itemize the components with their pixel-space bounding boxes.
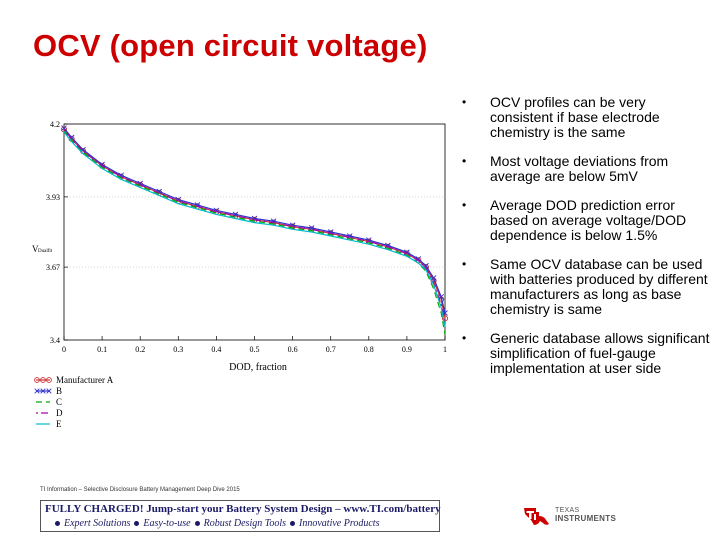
x-tick-label: 0.8	[363, 345, 374, 354]
legend-label: Manufacturer A	[56, 375, 114, 385]
legend-label: B	[56, 386, 63, 396]
bullet-dot-icon	[195, 521, 200, 526]
bullet-text: OCV profiles can be very consistent if base electrode chemistry is the same	[490, 94, 660, 140]
series-e	[64, 132, 445, 326]
bullet-dot-icon	[55, 521, 60, 526]
legend-label: D	[56, 408, 63, 418]
bullet-dot-icon	[134, 521, 139, 526]
series-b	[62, 126, 448, 316]
y-tick-label: 4.2	[50, 120, 60, 129]
bullet-text: Most voltage deviations from average are below 5mV	[490, 153, 669, 184]
series-d	[64, 129, 445, 323]
disclosure-note: TI Information – Selective Disclosure Battery Management Deep Dive 2015	[40, 487, 240, 493]
bullet-text: Generic database allows significant simplification of fuel-gauge implementation at user side	[490, 330, 710, 376]
x-tick-label: 0.5	[249, 345, 260, 354]
legend-label: E	[56, 419, 62, 429]
bullet-item	[462, 154, 710, 184]
legend-entry	[36, 397, 62, 407]
bullet-item	[462, 198, 710, 243]
x-tick-label: 0.6	[287, 345, 298, 354]
x-axis-label: DOD, fraction	[229, 362, 287, 373]
x-tick-label: 0	[62, 345, 66, 354]
series-b-line	[64, 128, 445, 313]
bullet-dot-icon	[290, 521, 295, 526]
tagline-item: Expert Solutions	[64, 518, 131, 529]
x-tick-label: 0.9	[401, 345, 412, 354]
legend-entry	[35, 386, 62, 396]
legend-entry	[35, 375, 114, 385]
series-d-line	[64, 129, 445, 323]
slide-title: OCV (open circuit voltage)	[33, 28, 428, 63]
legend-entry	[36, 419, 62, 429]
bullet-text: Average DOD prediction error based on average voltage/DOD dependence is below 1.5%	[490, 197, 687, 243]
y-tick-label: 3.4	[50, 336, 60, 345]
bullet-dot-icon: •	[462, 154, 467, 168]
ocv-chart	[30, 108, 455, 453]
y-axis-label: V	[32, 244, 39, 254]
x-tick-label: 0.2	[135, 345, 146, 354]
series-e-line	[64, 132, 445, 326]
x-tick-label: 0.1	[97, 345, 108, 354]
ti-logo-icon	[522, 505, 552, 527]
bullet-item	[462, 95, 710, 140]
footer-headline: FULLY CHARGED! Jump-start your Battery System Design – www.TI.com/battery	[45, 503, 441, 515]
series-c	[64, 131, 445, 335]
ti-wordmark-line2: INSTRUMENTS	[555, 514, 617, 523]
tagline-item: Easy-to-use	[143, 518, 191, 529]
bullet-text: Same OCV database can be used with batteries produced by different manufacturers as long as base chemistry is same	[490, 256, 708, 317]
bullet-dot-icon: •	[462, 198, 467, 212]
footer-banner	[40, 500, 440, 532]
x-tick-label: 0.3	[173, 345, 184, 354]
series-c-line	[64, 131, 445, 335]
bullet-list	[462, 95, 710, 390]
series-manufacturer-a-line	[64, 129, 445, 318]
footer-tagline	[51, 518, 379, 529]
tagline-item: Robust Design Tools	[203, 518, 287, 529]
x-tick-label: 0.7	[325, 345, 336, 354]
y-tick-label: 3.67	[46, 263, 60, 273]
bullet-dot-icon: •	[462, 257, 467, 271]
series-manufacturer-a	[61, 127, 447, 321]
bullet-item	[462, 331, 710, 376]
legend-entry	[36, 408, 63, 418]
x-tick-label: 1	[443, 345, 447, 354]
ti-wordmark	[555, 507, 616, 523]
plot-area	[64, 124, 445, 340]
bullet-dot-icon: •	[462, 331, 467, 345]
y-axis-sublabel: Dualfit	[38, 249, 53, 254]
bullet-item	[462, 257, 710, 317]
bullet-dot-icon: •	[462, 95, 467, 109]
x-tick-label: 0.4	[211, 345, 222, 354]
tagline-item: Innovative Products	[299, 518, 380, 529]
y-tick-label: 3.93	[46, 192, 60, 202]
legend-label: C	[56, 397, 63, 407]
ocv-chart-svg	[30, 108, 455, 453]
ti-wordmark-line1: TEXAS	[555, 507, 580, 514]
